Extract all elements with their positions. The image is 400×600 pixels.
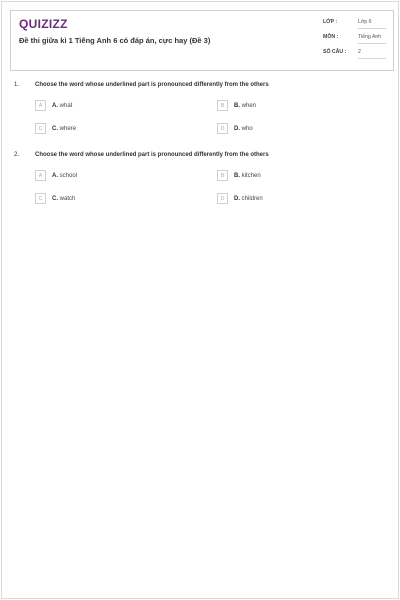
option-letter: A. bbox=[52, 103, 58, 109]
option-box: C bbox=[35, 123, 46, 134]
quizizz-logo: QUIZIZZ bbox=[19, 17, 68, 31]
option-box: A bbox=[35, 170, 46, 181]
option-text: children bbox=[241, 196, 263, 202]
worksheet-header bbox=[10, 10, 394, 71]
option-letter: D. bbox=[234, 196, 240, 202]
meta-label-subject: MÔN : bbox=[323, 34, 339, 40]
worksheet-page bbox=[1, 1, 399, 599]
option-letter: B. bbox=[234, 173, 240, 179]
meta-label-question-count: SỐ CÂU : bbox=[323, 49, 347, 55]
option-text: watch bbox=[59, 196, 76, 202]
option-box: B bbox=[217, 100, 228, 111]
quiz-title: Đề thi giữa kì 1 Tiếng Anh 6 có đáp án, cực hay (Đề 3) bbox=[19, 36, 211, 45]
option-letter: C. bbox=[52, 126, 58, 132]
option-box: B bbox=[217, 170, 228, 181]
meta-value-grade: Lớp 6 bbox=[358, 19, 386, 29]
option-text: kitchen bbox=[241, 173, 261, 179]
question-number: 2. bbox=[14, 152, 20, 158]
question-text: Choose the word whose underlined part is pronounced differently from the others bbox=[35, 152, 269, 158]
option-text: who bbox=[241, 126, 253, 132]
option-box: D bbox=[217, 193, 228, 204]
option-letter: A. bbox=[52, 173, 58, 179]
option-text: when bbox=[241, 103, 257, 109]
option-text: where bbox=[59, 126, 77, 132]
option-letter: C. bbox=[52, 196, 58, 202]
option-box: D bbox=[217, 123, 228, 134]
option-box: C bbox=[35, 193, 46, 204]
meta-value-subject: Tiếng Anh bbox=[358, 34, 386, 44]
option-box: A bbox=[35, 100, 46, 111]
meta-label-grade: LỚP : bbox=[323, 19, 338, 25]
option-text: school bbox=[59, 173, 78, 179]
option-text: what bbox=[59, 103, 73, 109]
meta-value-question-count: 2 bbox=[358, 49, 386, 59]
question-text: Choose the word whose underlined part is pronounced differently from the others bbox=[35, 82, 269, 88]
option-letter: D. bbox=[234, 126, 240, 132]
option-letter: B. bbox=[234, 103, 240, 109]
question-number: 1. bbox=[14, 82, 20, 88]
